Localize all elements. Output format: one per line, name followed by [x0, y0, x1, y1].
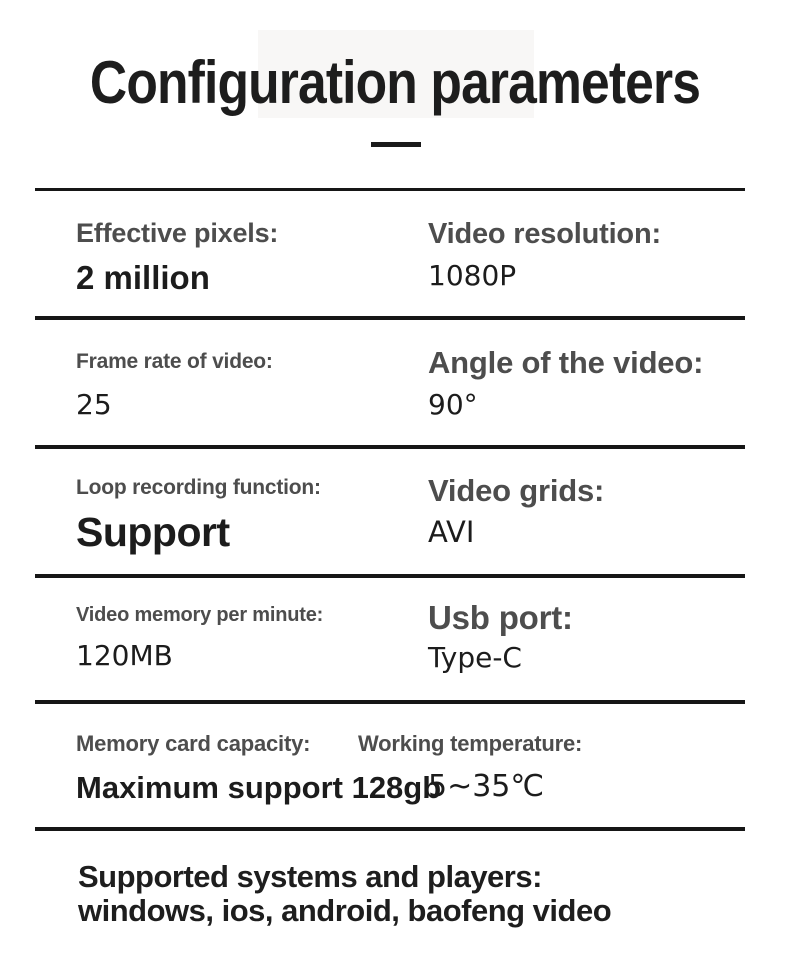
spec-value: 5~35℃ — [428, 768, 545, 804]
spec-value: Type-C — [428, 640, 522, 674]
spec-value: 1080P — [428, 259, 517, 293]
supported-systems-line1: Supported systems and players: — [78, 859, 542, 894]
spec-label: Video resolution: — [428, 218, 661, 250]
page-title: Configuration parameters — [89, 49, 701, 116]
spec-label: Loop recording function: — [76, 476, 321, 499]
spec-label: Memory card capacity: — [76, 731, 311, 756]
divider — [35, 445, 745, 449]
spec-cell-usb-port — [428, 600, 573, 674]
spec-value: 90° — [428, 387, 478, 421]
divider — [35, 188, 745, 191]
spec-cell-video-grids — [428, 474, 604, 549]
spec-label: Effective pixels: — [76, 218, 279, 248]
spec-value: Maximum support 128gb — [76, 769, 442, 805]
spec-label: Usb port: — [428, 599, 573, 636]
spec-label: Video grids: — [428, 473, 605, 508]
spec-label: Angle of the video: — [428, 345, 704, 380]
supported-systems-line2: windows, ios, android, baofeng video — [78, 893, 612, 928]
spec-label: Frame rate of video: — [76, 350, 273, 373]
spec-value: Support — [76, 508, 230, 555]
spec-cell-effective-pixels — [76, 218, 278, 297]
spec-cell-video-angle — [428, 346, 703, 421]
divider — [35, 827, 745, 831]
supported-systems-note — [78, 860, 611, 928]
spec-value: 120MB — [76, 639, 173, 673]
spec-cell-video-memory — [76, 604, 323, 672]
spec-value: 25 — [76, 387, 112, 421]
title-dash — [371, 142, 421, 147]
spec-label: Video memory per minute: — [76, 604, 324, 626]
spec-cell-video-resolution — [428, 218, 661, 292]
divider — [35, 700, 745, 704]
spec-cell-working-temperature — [358, 732, 582, 803]
spec-label: Working temperature: — [358, 731, 583, 756]
divider — [35, 316, 745, 320]
spec-cell-loop-recording — [76, 476, 321, 555]
divider — [35, 574, 745, 578]
spec-value: AVI — [428, 514, 475, 549]
spec-cell-frame-rate — [76, 350, 273, 420]
spec-value: 2 million — [76, 259, 210, 297]
